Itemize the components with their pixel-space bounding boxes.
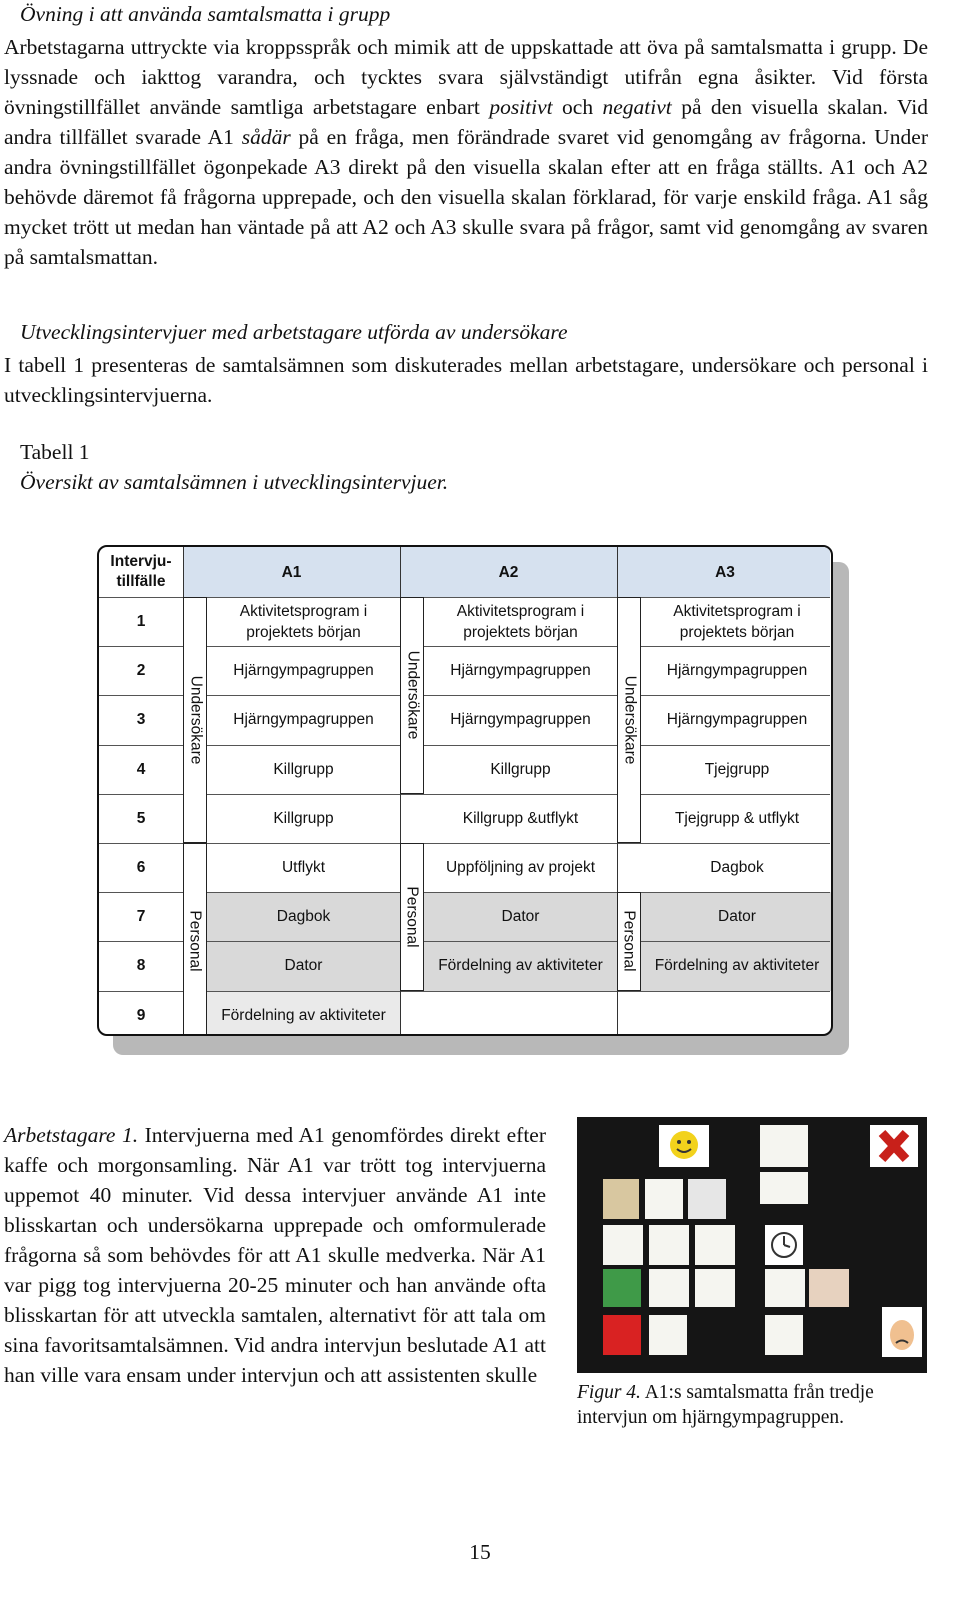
row-number: 8 (136, 957, 146, 975)
band-label (617, 892, 641, 990)
table-cell: Dator (284, 957, 323, 975)
figure-photo-talking-mat (577, 1117, 927, 1373)
table-cell: Killgrupp (490, 760, 551, 778)
section-heading-ovning: Övning i att använda samtalsmatta i grupp (20, 2, 391, 26)
hand-card (760, 1125, 808, 1167)
row-number: 6 (136, 859, 146, 877)
body-left-paragraph: Arbetstagare 1. Intervjuerna med A1 genomfördes direkt efter kaffe och morgonsamling. När A1 var trött tog intervjuerna uppemot 40 minuter. Vid dessa intervjuer använde A1 inte blisskartan och undersökarna upprepade och omformulerade frågorna så som behövdes för att A1 skulle medverka. När A1 var pigg tog intervjuerna 20-25 minuter och han använde ofta blisskartan för att utveckla samtalen, alternativt för att tala om sina favoritsamtalsämnen. Vid andra intervjun beslutade A1 att han ville vara ensam under intervjun och att assistenten skulle (4, 1123, 546, 1387)
band-label (183, 597, 207, 843)
section-paragraph-ovning: Arbetstagarna uttryckte via kroppsspråk och mimik att de uppskattade att öva på samtalsmatta i grupp. De lyssnade och iakttog varandra, och tycktes svara självständigt utifrån egna åsikter. Vid första övningstillfället använde samtliga arbetstagare enbart positivt och negativt på den visuella skalan. Vid andra tillfället svarade A1 sådär på en fråga, men förändrade svaret vid genomgång av frågorna. Under andra övningstillfället ögonpekade A3 direkt på den visuella skalan efter att en fråga ställts. A1 och A2 behövde däremot få frågorna upprepade, och den visuella skalan förklarad, för varje enskild fråga. A1 såg mycket trött ut medan han väntade på att A2 och A3 skulle svara på frågor, samt vid genomgång av svaren på samtalsmattan. (4, 35, 928, 269)
table-cell: Fördelning av aktiviteter (438, 957, 603, 975)
table-cell: Killgrupp (273, 809, 334, 827)
page-number: 15 (469, 1540, 491, 1564)
topics-table (97, 545, 833, 1036)
picture-card (603, 1225, 643, 1265)
table-cell: Dator (501, 908, 540, 926)
row-number: 1 (136, 613, 146, 631)
table-cell: Hjärngympagruppen (233, 662, 374, 680)
table-cell: Uppföljning av projekt (445, 859, 596, 877)
table-cell: Hjärngympagruppen (666, 662, 808, 680)
section-heading-intervjuer: Utvecklingsintervjuer med arbetstagare utförda av undersökare (20, 320, 568, 344)
table-label: Tabell 1 (20, 440, 90, 464)
picture-card (649, 1315, 687, 1355)
row-number: 2 (136, 662, 146, 680)
smiley-card (659, 1125, 709, 1167)
row-number: 3 (136, 711, 146, 729)
row-number: 7 (136, 908, 146, 926)
band-label-text: Personal (621, 910, 638, 972)
section-paragraph-intervjuer: I tabell 1 presenteras de samtalsämnen som diskuterades mellan arbetstagare, undersökare och personal i utvecklingsintervjuerna. (4, 353, 928, 407)
header-corner: Intervju-tillfälle (110, 553, 172, 590)
table-cell: Aktivitetsprogram i projektets början (673, 602, 801, 641)
picture-card (603, 1269, 641, 1307)
picture-card (649, 1269, 689, 1307)
table-cell: Fördelning av aktiviteter (221, 1006, 386, 1024)
table-cell: Hjärngympagruppen (666, 711, 808, 729)
picture-card (809, 1269, 849, 1307)
table-cell: Aktivitetsprogram i projektets början (239, 602, 368, 641)
table-title: Översikt av samtalsämnen i utvecklingsintervjuer. (20, 470, 449, 494)
table-cell: Aktivitetsprogram i projektets början (456, 602, 585, 641)
picture-card (695, 1269, 735, 1307)
column-header-a2: A2 (498, 563, 519, 581)
clock-card (765, 1225, 803, 1265)
table-cell: Hjärngympagruppen (233, 711, 374, 729)
picture-card (765, 1315, 803, 1355)
figure-caption: Figur 4. A1:s samtalsmatta från tredje intervjun om hjärngympagruppen. (577, 1382, 874, 1428)
sad-face-card (882, 1307, 922, 1357)
table-cell: Tjejgrupp & utflykt (674, 809, 800, 827)
picture-card (765, 1269, 805, 1307)
picture-card (688, 1179, 726, 1219)
band-label (400, 597, 424, 794)
red-cross-card (870, 1125, 918, 1167)
column-header-a3: A3 (715, 563, 735, 581)
table-cell: Tjejgrupp (704, 760, 770, 778)
picture-card (645, 1179, 683, 1219)
table-cell: Dator (718, 908, 756, 926)
row-number: 9 (136, 1006, 146, 1024)
band-label-text: Undersökare (621, 675, 638, 765)
band-label (400, 843, 424, 991)
row-number: 5 (136, 809, 146, 827)
table-cell: Hjärngympagruppen (450, 711, 591, 729)
band-label-text: Personal (187, 910, 204, 972)
column-header-a1: A1 (281, 563, 302, 581)
table-cell: Dagbok (710, 859, 764, 877)
band-label (183, 843, 207, 1036)
band-label-text: Undersökare (404, 651, 421, 740)
picture-card (649, 1225, 689, 1265)
hand-card-2 (760, 1172, 808, 1204)
band-label (617, 597, 641, 843)
picture-card (603, 1179, 639, 1219)
table-cell: Hjärngympagruppen (450, 662, 591, 680)
picture-card (695, 1225, 735, 1265)
table-cell: Dagbok (276, 908, 331, 926)
band-label-text: Personal (404, 886, 421, 948)
table-cell: Killgrupp (273, 760, 334, 778)
row-number: 4 (136, 760, 146, 778)
table-cell: Utflykt (281, 859, 326, 877)
table-cell: Killgrupp &utflykt (462, 809, 579, 827)
table-cell: Fördelning av aktiviteter (654, 957, 820, 975)
band-label-text: Undersökare (187, 675, 204, 765)
picture-card (603, 1315, 641, 1355)
